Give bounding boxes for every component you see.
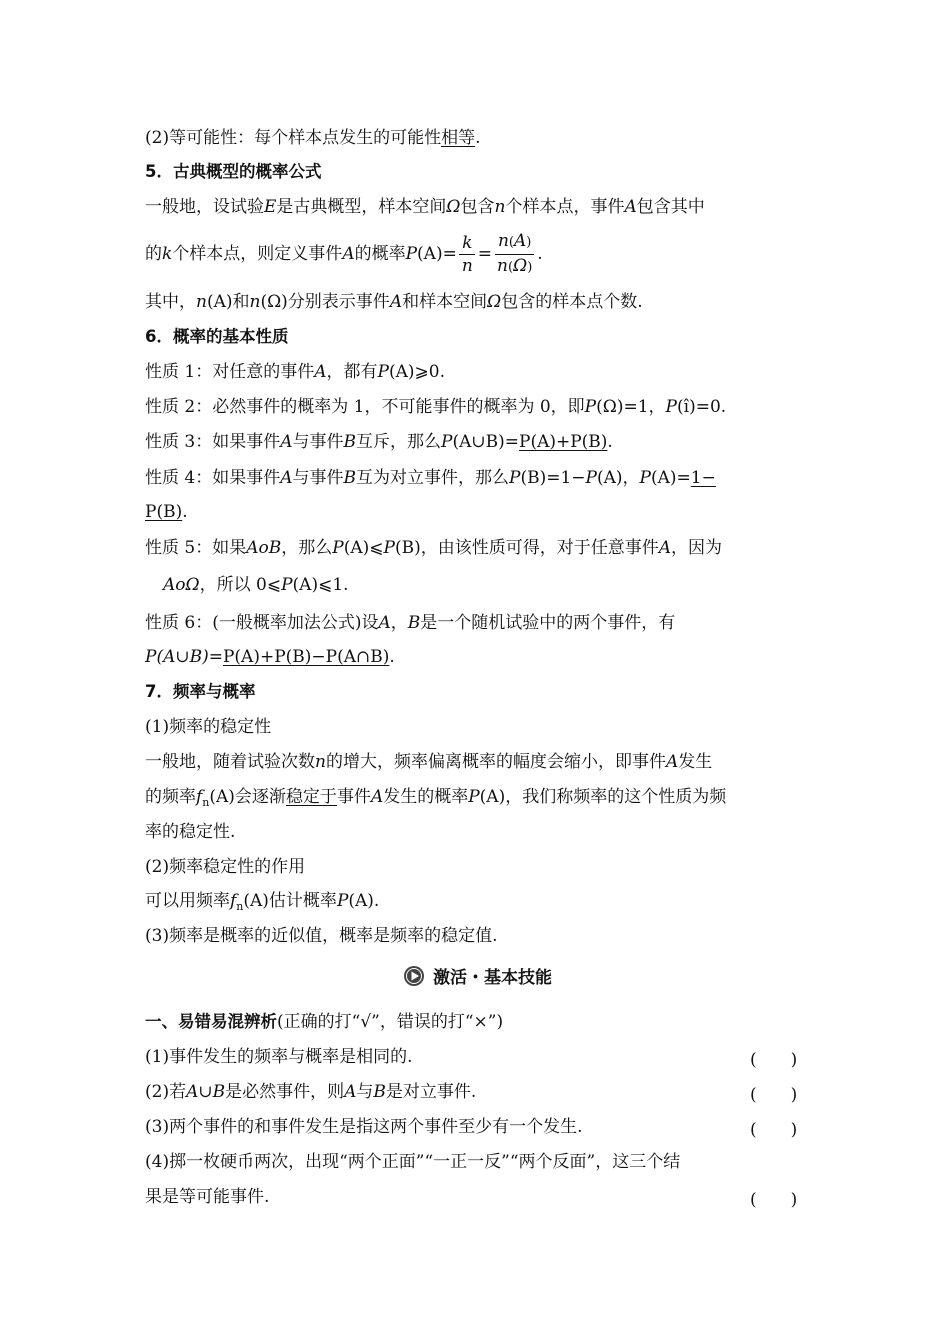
text: (B)，由该性质可得，对于任意事件	[394, 538, 659, 558]
text: (A)=	[417, 244, 457, 264]
text: 是古典概型，样本空间	[276, 197, 447, 217]
var: A	[378, 613, 391, 633]
text-line-probability-formula	[145, 230, 543, 278]
underlined-answer: 相等	[441, 128, 476, 148]
text: ，	[390, 613, 408, 633]
property-6	[145, 611, 675, 635]
exercise-heading	[145, 1010, 503, 1034]
var: f	[196, 787, 203, 807]
var: A	[665, 752, 679, 772]
numerator: n(A)	[495, 230, 534, 255]
text: ，那么	[281, 538, 333, 558]
text: 包含的样本点个数.	[501, 292, 643, 312]
text: (A)，我们称频率的这个性质为频	[479, 787, 727, 807]
text: (A)和	[206, 292, 250, 312]
property-2	[145, 395, 726, 419]
text: 包含	[460, 197, 495, 217]
subheading-2: (2)频率稳定性的作用	[145, 857, 306, 877]
play-icon	[403, 965, 425, 987]
text: 和样本空间	[402, 292, 488, 312]
var: A	[389, 292, 403, 312]
var: B	[343, 432, 357, 452]
text: (A)=	[650, 468, 691, 488]
heading-7: 7．频率与概率	[145, 682, 256, 701]
var: Ω	[513, 256, 528, 276]
text: (A)会逐渐	[209, 787, 286, 807]
var: P	[585, 468, 597, 488]
numerator: k	[459, 232, 475, 255]
text: 的概率	[354, 244, 406, 264]
var: k	[162, 244, 173, 264]
var: A	[280, 468, 293, 488]
text: ，所以 0⩽	[199, 575, 282, 595]
text: (A∪B)=	[452, 432, 519, 452]
text: 性质 3：如果事件	[145, 432, 281, 452]
text: 个样本点，则定义事件	[172, 244, 343, 264]
var: B	[343, 468, 357, 488]
text: 与事件	[292, 432, 344, 452]
var: AoΩ	[163, 575, 200, 595]
var: P	[584, 397, 597, 417]
underlined-answer: 稳定于	[285, 787, 337, 807]
text: 互斥，那么	[356, 432, 442, 452]
question-2	[145, 1080, 476, 1104]
text-line-equal-likelihood	[145, 126, 481, 150]
text: (正确的打“√”，错误的打“×”)	[277, 1012, 504, 1032]
var: n	[315, 752, 326, 772]
var: P	[509, 468, 521, 488]
var: f	[230, 891, 237, 911]
section-title-text: 激活・基本技能	[433, 968, 552, 988]
text-line-classical-def	[145, 195, 705, 219]
text: .	[537, 244, 543, 264]
heading-6: 6．概率的基本性质	[145, 327, 289, 346]
var: Ω	[446, 197, 461, 217]
text: 可以用频率	[145, 891, 230, 911]
var: n	[497, 231, 509, 251]
property-4	[145, 466, 716, 490]
var: P	[441, 432, 453, 452]
subscript: n	[236, 900, 244, 913]
text: 性质 4：如果事件	[145, 468, 281, 488]
text: 一、易错易混辨析	[145, 1012, 277, 1031]
var: P	[383, 538, 395, 558]
text: 是必然事件，则	[225, 1082, 345, 1102]
subheading-3: (3)频率是概率的近似值，概率是频率的稳定值.	[145, 926, 498, 946]
text: (2)若	[145, 1082, 187, 1102]
text: 与	[356, 1082, 374, 1102]
text: (A).	[348, 891, 380, 911]
var: A	[314, 362, 327, 382]
text: 的频率	[145, 787, 196, 807]
text: ，因为	[671, 538, 722, 558]
property-3	[145, 430, 613, 454]
section-title	[145, 963, 810, 988]
text: 一般地，随着试验次数	[145, 752, 315, 772]
var: P	[639, 468, 651, 488]
formula: P(A∪B)=	[145, 647, 223, 667]
text: 的	[145, 244, 162, 264]
var: A	[280, 432, 293, 452]
frequency-line-1	[145, 750, 712, 774]
heading-5: 5．古典概型的概率公式	[145, 162, 322, 181]
text: (Ω)=1，	[596, 397, 666, 417]
fraction-nA-over-nOmega	[494, 230, 535, 279]
question-4-cont: 果是等可能事件.	[145, 1187, 270, 1207]
var: P	[405, 244, 418, 264]
property-1	[145, 360, 445, 384]
text: ，都有	[326, 362, 378, 382]
var: B	[373, 1082, 386, 1102]
text: (A)，	[596, 468, 640, 488]
text: 发生	[678, 752, 713, 772]
denominator: n	[461, 256, 473, 276]
text: (A)⩽	[343, 538, 384, 558]
answer-blank-3[interactable]: ( )	[750, 1120, 798, 1140]
underlined-answer: 1−	[690, 468, 716, 488]
answer-blank-1[interactable]: ( )	[750, 1050, 798, 1070]
var: P	[281, 575, 293, 595]
var: A	[186, 1082, 199, 1102]
frequency-line-2	[145, 785, 726, 809]
text: 互为对立事件，那么	[356, 468, 510, 488]
answer-blank-4[interactable]: ( )	[750, 1190, 798, 1210]
var: B	[212, 1082, 226, 1102]
text: 包含其中	[636, 197, 705, 217]
text: (Ω)分别表示事件	[260, 292, 390, 312]
fraction-k-over-n	[459, 232, 476, 277]
text: (î)=0.	[677, 397, 727, 417]
text: .	[607, 432, 613, 452]
property-4-cont	[145, 500, 188, 524]
text: (A)估计概率	[243, 891, 337, 911]
frequency-line-3: 率的稳定性.	[145, 822, 236, 842]
text: (2)等可能性：每个样本点发生的可能性	[145, 128, 442, 148]
var: n	[497, 256, 508, 276]
var: P	[468, 787, 480, 807]
text: 是对立事件.	[385, 1082, 477, 1102]
text: 性质 6：(一般概率加法公式)设	[145, 613, 379, 633]
text: 事件	[336, 787, 371, 807]
var: A	[513, 231, 527, 251]
var: n	[249, 292, 261, 312]
text: (B)=1−	[520, 468, 586, 488]
question-1: (1)事件发生的频率与概率是相同的.	[145, 1047, 413, 1067]
var: A	[658, 538, 671, 558]
var: A	[344, 1082, 357, 1102]
var: AoB	[246, 538, 282, 558]
var: B	[407, 613, 421, 633]
var: A	[624, 197, 637, 217]
text: 一般地，设试验	[145, 197, 264, 217]
text-line-nA-meaning: 其中，n(A)和n(Ω)分别表示事件A和样本空间Ω包含的样本点个数.	[145, 292, 643, 312]
text: 个样本点，事件	[505, 197, 625, 217]
question-4: (4)掷一枚硬币两次，出现“两个正面”“一正一反”“两个反面”，这三个结	[145, 1152, 681, 1172]
text: 发生的概率	[383, 787, 469, 807]
var: P	[377, 362, 389, 382]
text: .	[182, 502, 188, 522]
underlined-answer: P(B)	[145, 502, 183, 522]
var: P	[332, 538, 344, 558]
denominator: n(Ω)	[497, 256, 533, 276]
var: P	[665, 397, 677, 417]
var: n	[494, 197, 506, 217]
subheading-1: (1)频率的稳定性	[145, 717, 272, 737]
text: =	[477, 244, 493, 264]
frequency-line-4	[145, 889, 379, 913]
var: n	[196, 292, 207, 312]
question-3: (3)两个事件的和事件发生是指这两个事件至少有一个发生.	[145, 1117, 583, 1137]
underlined-answer: P(A)+P(B)	[519, 432, 608, 452]
text: ∪	[198, 1082, 213, 1102]
text: .	[389, 647, 395, 667]
var: A	[370, 787, 384, 807]
text: (A)⩾0.	[388, 362, 445, 382]
var: E	[264, 197, 277, 217]
text: 是一个随机试验中的两个事件，有	[420, 613, 676, 633]
subscript: n	[202, 796, 210, 809]
answer-blank-2[interactable]: ( )	[750, 1085, 798, 1105]
text: 性质 2：必然事件的概率为 1，不可能事件的概率为 0，即	[145, 397, 585, 417]
property-6-cont	[145, 645, 395, 669]
text: .	[475, 128, 481, 148]
text: 与事件	[292, 468, 344, 488]
underlined-answer: P(A)+P(B)−P(A∩B)	[222, 647, 390, 667]
text: 性质 5：如果	[145, 538, 247, 558]
text: 性质 1：对任意的事件	[145, 362, 315, 382]
property-5	[145, 536, 722, 560]
var: P	[336, 891, 349, 911]
var: Ω	[487, 292, 502, 312]
text: 的增大，频率偏离概率的幅度会缩小，即事件	[325, 752, 666, 772]
property-5-cont	[163, 573, 349, 597]
text: (A)⩽1.	[292, 575, 349, 595]
var: A	[342, 244, 355, 264]
